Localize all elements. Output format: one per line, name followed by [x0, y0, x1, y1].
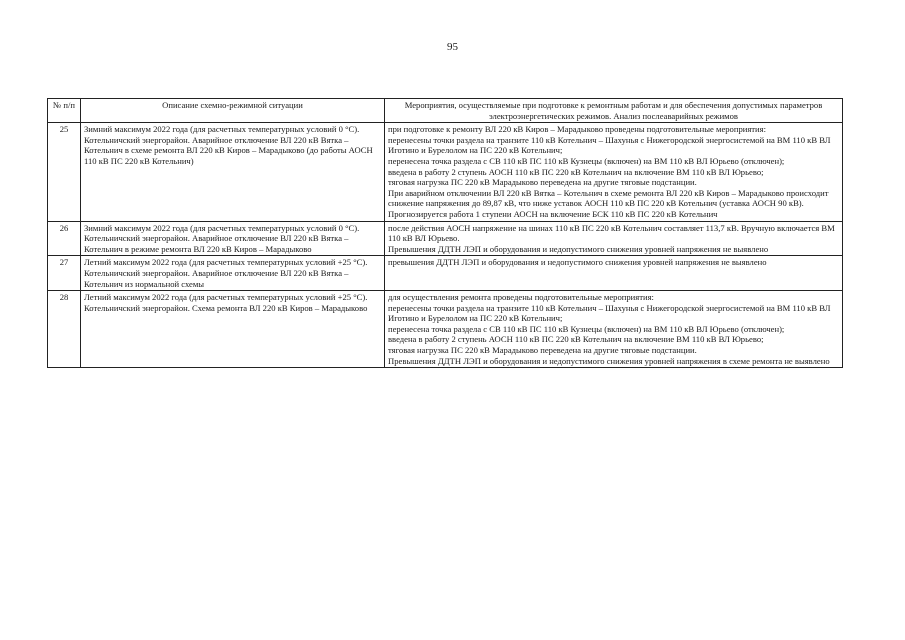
- page-number: 95: [447, 41, 458, 53]
- measure-line: тяговая нагрузка ПС 220 кВ Марадыково переведена на другие тяговые подстанции.: [388, 177, 697, 188]
- table-row: [48, 291, 843, 368]
- measure-line: при подготовке к ремонту ВЛ 220 кВ Киров – Марадыково проведены подготовительные мероприятия:: [388, 124, 767, 135]
- row-description: Зимний максимум 2022 года (для расчетных температурных условий 0 °С). Котельничский энергорайон. Аварийное отключение ВЛ 220 кВ Вятка – Котельнич в схеме ремонта ВЛ 220 кВ Киров – Марадыково (до работы АОСН 110 кВ ПС 220 кВ Котельнич): [81, 123, 385, 221]
- measure-line: При аварийном отключении ВЛ 220 кВ Вятка – Котельнич в схеме ремонта ВЛ 220 кВ Киров – Марадыково происходит снижение напряжения до 89,87 кВ, что ниже уставок АОСН 110 кВ ПС 220 кВ Котельнич (уставка АОСН 90 кВ).: [388, 187, 829, 209]
- table-row: [48, 221, 843, 256]
- row-number: 25: [48, 123, 81, 221]
- measure-line: для осуществления ремонта проведены подготовительные мероприятия:: [388, 292, 654, 303]
- measure-line: введена в работу 2 ступень АОСН 110 кВ ПС 220 кВ Котельнич на включение ВМ 110 кВ ВЛ Юрьево;: [388, 334, 764, 345]
- row-measures: [385, 291, 843, 368]
- measure-line: тяговая нагрузка ПС 220 кВ Марадыково переведена на другие тяговые подстанции.: [388, 345, 697, 356]
- row-measures: [385, 123, 843, 221]
- measure-line: перенесена точка раздела с СВ 110 кВ ПС 110 кВ Кузнецы (включен) на ВМ 110 кВ ВЛ Юрьево (отключен);: [388, 155, 785, 166]
- measure-line: Прогнозируется работа 1 ступени АОСН на включение БСК 110 кВ ПС 220 кВ Котельнич: [388, 208, 718, 219]
- row-description: Летний максимум 2022 года (для расчетных температурных условий +25 °С). Котельничский энергорайон. Аварийное отключение ВЛ 220 кВ Вятка – Котельнич из нормальной схемы: [81, 256, 385, 291]
- row-number: 27: [48, 256, 81, 291]
- row-measures: [385, 256, 843, 291]
- measure-line: перенесены точки раздела на транзите 110 кВ Котельнич – Шахунья с Нижегородской энергосистемой на ВМ 110 кВ ВЛ Иготино и Бурелолом на ПС 220 кВ Котельнич;: [388, 134, 831, 156]
- row-description: Зимний максимум 2022 года (для расчетных температурных условий 0 °С). Котельничский энергорайон. Аварийное отключение ВЛ 220 кВ Вятка – Котельнич в режиме ремонта ВЛ 220 кВ Киров – Марадыково: [81, 221, 385, 256]
- header-measures: Мероприятия, осуществляемые при подготовке к ремонтным работам и для обеспечения допустимых параметров электроэнергетических режимов. Анализ послеаварийных режимов: [385, 99, 843, 123]
- measure-line: превышения ДДТН ЛЭП и оборудования и недопустимого снижения уровней напряжения не выявлено: [388, 257, 767, 268]
- measure-line: перенесены точки раздела на транзите 110 кВ Котельнич – Шахунья с Нижегородской энергосистемой на ВМ 110 кВ ВЛ Иготино и Бурелолом на ПС 220 кВ Котельнич;: [388, 302, 831, 324]
- measure-line: Превышения ДДТН ЛЭП и оборудования и недопустимого снижения уровней напряжения в схеме ремонта не выявлено: [388, 355, 830, 366]
- row-number: 26: [48, 221, 81, 256]
- header-num: № п/п: [48, 99, 81, 123]
- table-row: [48, 256, 843, 291]
- row-description: Летний максимум 2022 года (для расчетных температурных условий +25 °С). Котельничский энергорайон. Схема ремонта ВЛ 220 кВ Киров – Марадыково: [81, 291, 385, 368]
- table-header-row: [48, 99, 843, 123]
- measure-line: перенесена точка раздела с СВ 110 кВ ПС 110 кВ Кузнецы (включен) на ВМ 110 кВ ВЛ Юрьево (отключен);: [388, 323, 785, 334]
- row-number: 28: [48, 291, 81, 368]
- measure-line: введена в работу 2 ступень АОСН 110 кВ ПС 220 кВ Котельнич на включение ВМ 110 кВ ВЛ Юрьево;: [388, 166, 764, 177]
- row-measures: [385, 221, 843, 256]
- table-row: [48, 123, 843, 221]
- header-description: Описание схемно-режимной ситуации: [81, 99, 385, 123]
- measure-line: после действия АОСН напряжение на шинах 110 кВ ПС 220 кВ Котельнич составляет 113,7 кВ. Вручную включается ВМ 110 кВ ВЛ Юрьево.: [388, 222, 835, 244]
- measure-line: Превышения ДДТН ЛЭП и оборудования и недопустимого снижения уровней напряжения не выявлено: [388, 243, 769, 254]
- regime-table: [47, 98, 843, 368]
- table-body: [48, 123, 843, 368]
